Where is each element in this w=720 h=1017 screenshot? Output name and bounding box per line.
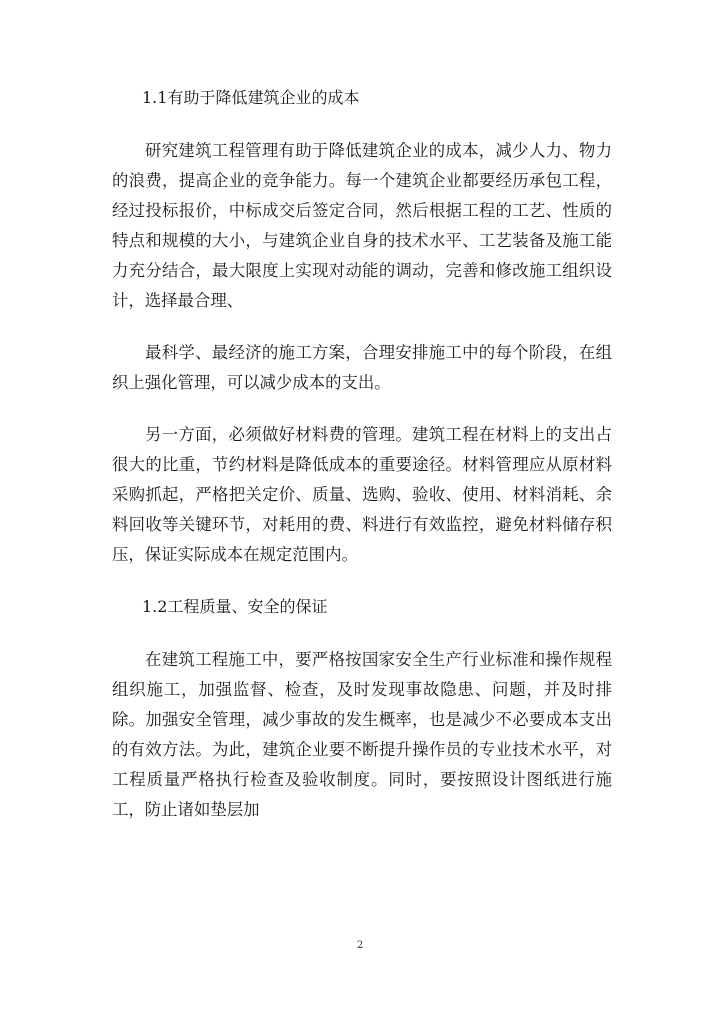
section-heading-1-1: 1.1有助于降低建筑企业的成本	[142, 88, 360, 107]
page-body	[112, 83, 612, 847]
page-number: 2	[356, 940, 364, 951]
paragraph-material-management: 另一方面，必须做好材料费的管理。建筑工程在材料上的支出占很大的比重，节约材料是降低成本的重要途径。材料管理应从原材料采购抓起，严格把关定价、质量、选购、验收、使用、材料消耗、余料回收等关键环节，对耗用的费、料进行有效监控，避免材料储存积压，保证实际成本在规定范围内。	[112, 425, 612, 564]
paragraph-quality-safety: 在建筑工程施工中，要严格按国家安全生产行业标准和操作规程组织施工，加强监督、检查，及时发现事故隐患、问题，并及时排除。加强安全管理，减少事故的发生概率，也是减少不必要成本支出的有效方法。为此，建筑企业要不断提升操作员的专业技术水平，对工程质量严格执行检查及验收制度。同时，要按照设计图纸进行施工，防止诸如垫层加	[112, 650, 612, 819]
paragraph-construction-plan: 最科学、最经济的施工方案，合理安排施工中的每个阶段，在组织上强化管理，可以减少成本的支出。	[112, 343, 612, 392]
paragraph-cost-reduction: 研究建筑工程管理有助于降低建筑企业的成本，减少人力、物力的浪费，提高企业的竞争能力。每一个建筑企业都要经历承包工程，经过投标报价，中标成交后签定合同，然后根据工程的工艺、性质的特点和规模的大小，与建筑企业自身的技术水平、工艺装备及施工能力充分结合，最大限度上实现对动能的调动，完善和修改施工组织设计，选择最合理、	[112, 141, 612, 310]
section-heading-1-2: 1.2工程质量、安全的保证	[142, 597, 328, 616]
